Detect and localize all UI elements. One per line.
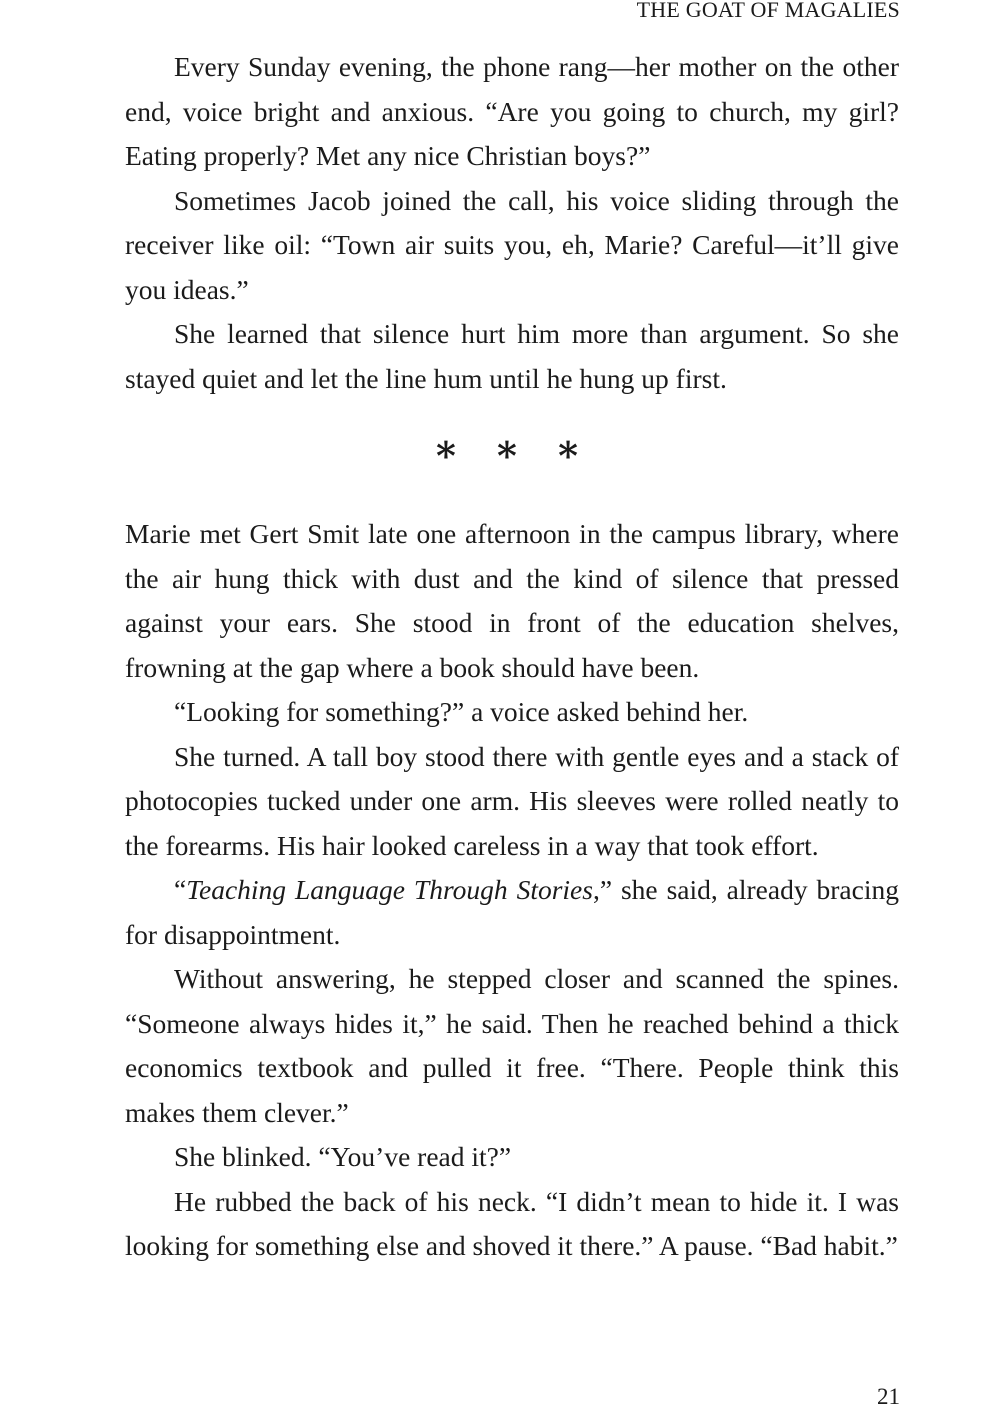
book-title: Teaching Language Through Stories [186, 874, 593, 905]
paragraph: Without answering, he stepped closer and scanned the spines. “Someone always hides it,” he said. Then he reached behind a thick economics textbook and pulled it free. “There. People think this makes them clever.” [125, 963, 899, 1128]
paragraph: Marie met Gert Smit late one afternoon in the campus library, where the air hung thick with dust and the kind of silence that pressed against your ears. She stood in front of the education shelves, frowning at the gap where a book should have been. [125, 518, 899, 683]
paragraph [125, 868, 899, 957]
paragraph: She blinked. “You’ve read it?” [174, 1141, 512, 1172]
scene-break-asterisks: * * * [435, 433, 593, 478]
paragraph: She learned that silence hurt him more than argument. So she stayed quiet and let the line hum until he hung up first. [125, 318, 899, 394]
body-text-section-1 [125, 45, 899, 401]
paragraph: She turned. A tall boy stood there with gentle eyes and a stack of photocopies tucked under one arm. His sleeves were rolled neatly to the forearms. His hair looked careless in a way that took effort. [125, 740, 899, 861]
paragraph: He rubbed the back of his neck. “I didn’t mean to hide it. I was looking for something else and shoved it there.” A pause. “Bad habit.” [125, 1185, 899, 1261]
paragraph: Sometimes Jacob joined the call, his voice sliding through the receiver like oil: “Town air suits you, eh, Marie? Careful—it’ll give you ideas.” [125, 184, 899, 305]
body-text-section-2 [125, 512, 899, 1269]
open-quote: “ [174, 874, 187, 905]
running-header-title: THE GOAT OF MAGALIES [636, 0, 900, 22]
paragraph: “Looking for something?” a voice asked behind her. [174, 696, 749, 727]
paragraph-continuation: ,” she said, already bracing for disappointment. [125, 874, 899, 950]
paragraph: Every Sunday evening, the phone rang—her mother on the other end, voice bright and anxious. “Are you going to church, my girl? Eating properly? Met any nice Christian boys?” [125, 51, 899, 171]
page-number: 21 [877, 1384, 900, 1409]
